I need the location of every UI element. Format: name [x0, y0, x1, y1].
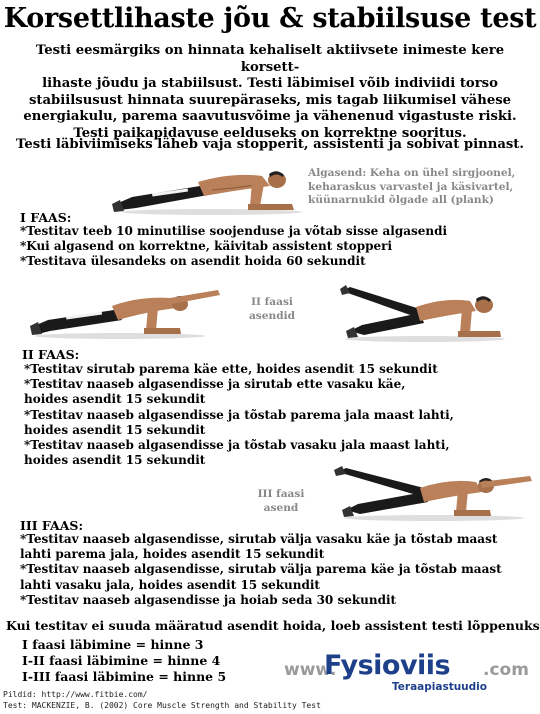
intro-line: Testi paikapidavuse eelduseks on korrektne sooritus. — [73, 125, 467, 141]
intro-line: lihaste jõudu ja stabiilsust. Testi läbimisel võib indiviidi torso — [42, 76, 498, 92]
brand-name: Fysioviis — [324, 650, 451, 681]
instruction-line: *Testitav sirutab parema käe ette, hoides asendit 15 sekundit — [24, 362, 438, 376]
caption-line: asendid — [248, 309, 296, 322]
caption-line: II faasi — [251, 296, 293, 308]
phase3-instructions — [20, 532, 502, 608]
source-credits — [3, 689, 321, 711]
phase1-title: I FAAS: — [20, 210, 72, 225]
instruction-line: lahti parema jala, hoides asendit 15 sekundit — [20, 547, 325, 562]
instruction-line: *Testitav naaseb algasendisse ja sirutab ette vasaku käe, — [24, 377, 406, 392]
intro-paragraph — [6, 43, 534, 143]
caption-line: küünarnukid õlgade all (plank) — [308, 194, 494, 206]
instruction-line: hoides asendit 15 sekundit — [24, 453, 206, 468]
grade-line: I-III faasi läbimine = hinne 5 — [22, 669, 227, 684]
instruction-line: *Testitav naaseb algasendisse ja tõstab vasaku jala maast lahti, — [24, 438, 450, 453]
intro-line: energiakulu, parema saavutusvõime ja vähenenud vigastuste riski. — [23, 109, 517, 125]
instruction-line: *Testitava ülesandeks on asendit hoida 60 sekundit — [20, 254, 366, 269]
phase2-title: II FAAS: — [22, 347, 80, 362]
fail-rule: Kui testitav ei suuda määratud asendit hoida, loeb assistent testi lõppenuks — [6, 618, 540, 633]
intro-line: stabiilsusust hinnata suurepäraseks, mis tagab liikumisel vähese — [28, 92, 512, 108]
phase2-positions-caption — [247, 296, 297, 323]
test-source: Test: MACKENZIE, B. (2002) Core Muscle Strength and Stability Test — [3, 701, 321, 710]
caption-line: Algasend: Keha on ühel sirgjoonel, — [308, 167, 516, 179]
image-source: Pildid: http://www.fitbie.com/ — [3, 690, 148, 699]
brand-prefix: www. — [284, 660, 337, 680]
caption-line: III faasi — [257, 488, 305, 500]
phase2-instructions — [24, 362, 454, 468]
brand-subtitle: Teraapiastuudio — [392, 681, 487, 693]
instruction-line: *Testitav naaseb algasendisse, sirutab välja parema käe ja tõstab maast — [20, 562, 502, 577]
phase1-instructions — [20, 224, 447, 270]
plank-arm-leg-raise-figure — [334, 466, 534, 522]
instruction-line: lahti vasaku jala, hoides asendit 15 sekundit — [20, 577, 320, 592]
page-title: Korsettlihaste jõu & stabiilsuse test — [3, 3, 537, 34]
instruction-line: *Testitav naaseb algasendisse ja tõstab parema jala maast lahti, — [24, 407, 454, 422]
phase3-position-caption — [251, 488, 311, 515]
requirements-line: Testi läbiviimiseks läheb vaja stopperit, assistenti ja sobivat pinnast. — [16, 137, 524, 152]
brand-suffix: .com — [483, 660, 529, 680]
brand-logo — [284, 650, 536, 694]
phase3-title: III FAAS: — [20, 518, 84, 533]
instruction-line: *Kui algasend on korrektne, käivitab assistent stopperi — [20, 239, 393, 254]
grading-list — [22, 637, 226, 685]
instruction-line: *Testitav naaseb algasendisse, sirutab välja vasaku käe ja tõstab maast — [20, 532, 498, 546]
grade-line: I faasi läbimine = hinne 3 — [22, 637, 204, 652]
intro-line: Testi eesmärgiks on hinnata kehaliselt aktiivsete inimeste kere korsett- — [35, 43, 505, 75]
plank-leg-raise-figure — [340, 283, 505, 343]
grade-line: I-II faasi läbimine = hinne 4 — [22, 653, 221, 668]
start-position-caption — [308, 167, 536, 208]
plank-arm-raise-figure — [30, 284, 225, 340]
instruction-line: *Testitav teeb 10 minutilise soojenduse ja võtab sisse algasendi — [20, 224, 448, 238]
instruction-line: hoides asendit 15 sekundit — [24, 422, 206, 437]
instruction-line: hoides asendit 15 sekundit — [24, 392, 206, 407]
caption-line: keharaskus varvastel ja käsivartel, — [308, 180, 514, 193]
caption-line: asend — [263, 501, 299, 514]
instruction-line: *Testitav naaseb algasendisse ja hoiab seda 30 sekundit — [20, 592, 397, 607]
plank-start-figure — [112, 164, 307, 216]
